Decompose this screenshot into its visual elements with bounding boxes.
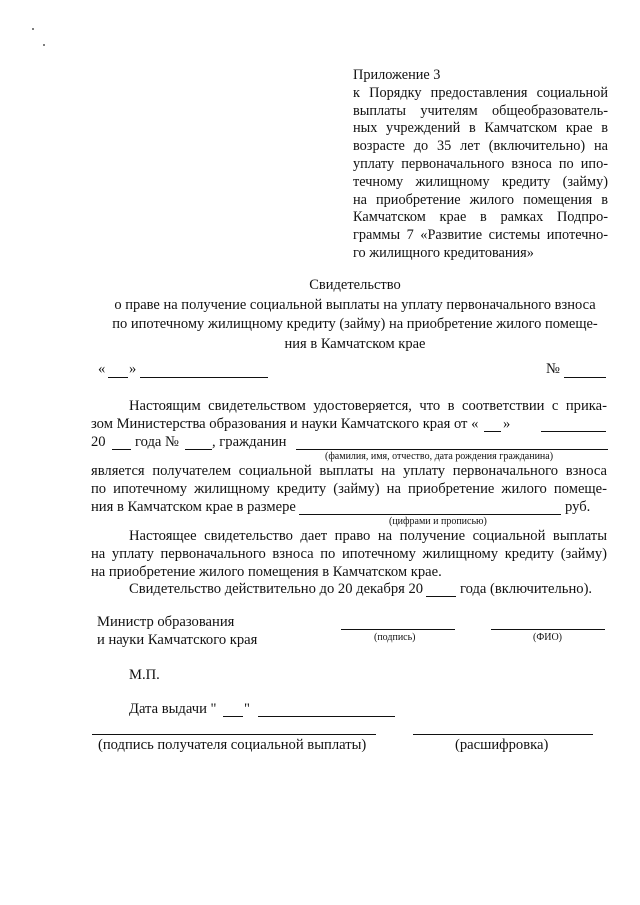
certificate-number-field[interactable] xyxy=(564,377,606,378)
appendix-note xyxy=(353,67,608,263)
number-label: № xyxy=(546,361,560,377)
paragraph-2-line: Настоящее свидетельство дает право на получение социальной выплаты xyxy=(129,528,607,544)
date-day-field[interactable] xyxy=(108,377,128,378)
order-year-field[interactable] xyxy=(112,449,131,450)
order-number-field[interactable] xyxy=(185,449,212,450)
paragraph-1-line: является получателем социальной выплаты на уплату первоначального взноса xyxy=(91,463,607,479)
order-month-field[interactable] xyxy=(541,431,606,432)
minister-title-line: и науки Камчатского края xyxy=(97,632,258,648)
recipient-signature-hint: (подпись получателя социальной выплаты) xyxy=(98,737,367,753)
certificate-subtitle-line: о праве на получение социальной выплаты на уплату первоначального взноса xyxy=(114,296,596,313)
appendix-title: Приложение 3 xyxy=(353,67,441,83)
appendix-line: возрасте до 35 лет (включительно) на xyxy=(353,138,608,155)
validity-text: Свидетельство действительно до 20 декабря 20 xyxy=(129,581,424,597)
issue-date-label: Дата выдачи " xyxy=(129,701,217,717)
paragraph-1-order-text: зом Министерства образования и науки Камчатского края от « xyxy=(91,416,479,432)
minister-name-hint: (ФИО) xyxy=(533,632,563,643)
issue-date-month-year-field[interactable] xyxy=(258,716,395,717)
citizen-label: , гражданин xyxy=(212,434,287,450)
minister-signature-hint: (подпись) xyxy=(374,632,416,643)
minister-name-field[interactable] xyxy=(491,629,605,630)
appendix-line: ных учреждений в Камчатском крае в xyxy=(353,120,608,137)
recipient-decoding-hint: (расшифровка) xyxy=(455,737,549,753)
minister-title-line: Министр образования xyxy=(97,614,235,630)
certificate-subtitle-line: ния в Камчатском крае xyxy=(284,335,426,352)
scan-speck xyxy=(32,28,34,30)
date-month-year-field[interactable] xyxy=(140,377,268,378)
appendix-line: Камчатском крае в рамках Подпро- xyxy=(353,209,608,226)
minister-signature-field[interactable] xyxy=(341,629,455,630)
appendix-line: уплату первоначального взноса по ипо- xyxy=(353,155,608,172)
appendix-line: граммы 7 «Развитие системы ипотечно- xyxy=(353,227,608,244)
appendix-line: на приобретение жилого помещения в xyxy=(353,191,608,208)
appendix-line: го жилищного кредитования» xyxy=(353,244,534,261)
order-close-quote: » xyxy=(503,416,511,432)
scan-speck xyxy=(43,44,45,46)
certificate-heading xyxy=(80,276,630,354)
order-day-field[interactable] xyxy=(484,431,501,432)
date-close-quote: » xyxy=(129,361,137,377)
paragraph-1-line: по ипотечному жилищному кредиту (займу) на приобретение жилого помеще- xyxy=(91,481,607,497)
seal-label: М.П. xyxy=(129,667,160,683)
amount-label: ния в Камчатском крае в размере xyxy=(91,499,296,515)
date-open-quote: « xyxy=(98,361,106,377)
appendix-line: течному жилищному кредиту (займу) xyxy=(353,173,608,190)
amount-field[interactable] xyxy=(299,514,561,515)
appendix-line: выплаты учителям общеобразователь- xyxy=(353,102,608,119)
citizen-name-field[interactable] xyxy=(296,449,608,450)
certificate-subtitle-line: по ипотечному жилищному кредиту (займу) на приобретение жилого помеще- xyxy=(112,316,598,332)
order-year-prefix: 20 xyxy=(91,434,106,450)
paragraph-2-line: на уплату первоначального взноса по ипотечному жилищному кредиту (займу) xyxy=(91,546,607,562)
validity-year-field[interactable] xyxy=(426,596,456,597)
amount-hint: (цифрами и прописью) xyxy=(389,516,487,527)
validity-suffix: года (включительно). xyxy=(460,581,593,597)
recipient-signature-field[interactable] xyxy=(92,734,376,735)
issue-date-close-quote: " xyxy=(244,701,250,717)
appendix-line: к Порядку предоставления социальной xyxy=(353,84,608,101)
paragraph-2-line: на приобретение жилого помещения в Камчатском крае. xyxy=(91,564,442,580)
citizen-name-hint: (фамилия, имя, отчество, дата рождения гражданина) xyxy=(325,451,554,462)
issue-date-day-field[interactable] xyxy=(223,716,243,717)
certificate-title: Свидетельство xyxy=(309,277,401,293)
order-number-label: года № xyxy=(135,434,179,450)
currency-label: руб. xyxy=(565,499,591,515)
recipient-decoding-field[interactable] xyxy=(413,734,593,735)
paragraph-1-line: Настоящим свидетельством удостоверяется, что в соответствии с прика- xyxy=(129,398,607,414)
